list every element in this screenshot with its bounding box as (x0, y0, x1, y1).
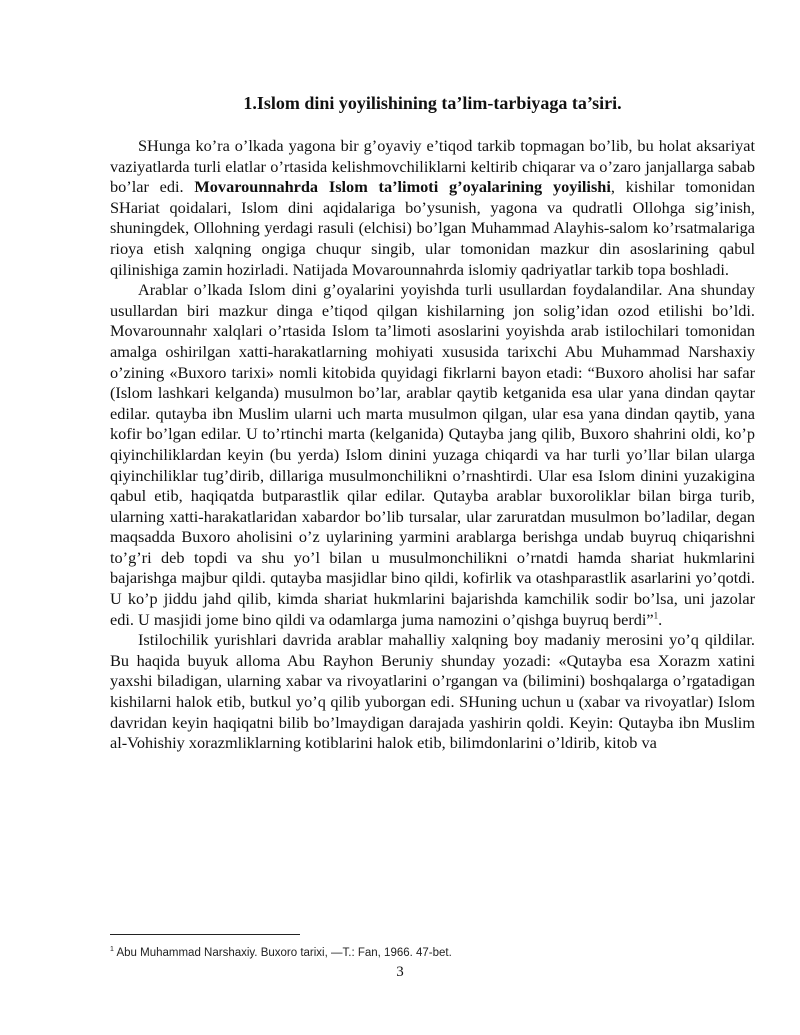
paragraph-2-text: Arablar o’lkada Islom dini g’oyalarini yoyishda turli usullardan foydalandilar. Ana shunday usullardan biri mazkur dinga e’tiqod qilgan kishilarning jon solig’idan ozod etilishi bo’ldi. Movarounnahr xalqlari o’rtasida Islom ta’limoti asoslarini yoyishda arab istilochilari tomonidan amalga oshirilgan xatti-harakatlarning mohiyati xususida tarixchi Abu Muhammad Narshaxiy o’zining «Buxoro tarixi» nomli kitobida quyidagi fikrlarni bayon etadi: “Buxoro aholisi har safar (Islom lashkari kelganda) musulmon bo’lar, arablar qaytib ketganida esa ular yana dindan qaytar edilar. qutayba ibn Muslim ularni uch marta musulmon qilgan, ular esa yana dindan qaytib, yana kofir bo’lgan edilar. U to’rtinchi marta (kelganida) Qutayba jang qilib, Buxoro shahrini oldi, ko’p qiyinchiliklardan keyin (bu yerda) Islom dinini yuzaga chiqardi va har turli yo’llar bilan ularga qiyinchiliklar tug’dirib, dillariga musulmonchilikni o’rnashtirdi. Ular esa Islom dinini yuzakigina qabul etib, haqiqatda butparastlik qilar edilar. Qutayba arablar buxoroliklar bilan birga turib, ularning xatti-harakatlaridan xabardor bo’lib tursalar, ular zaruratdan musulmon bo’ladilar, degan maqsadda Buxoro aholisini o’z uylarining yarmini arablarga berishga undab buyruq chiqarishni to’g’ri deb topdi va shu yo’l bilan u musulmonchilikni o’rnatdi hamda shariat hukmlarini bajarishga majbur qildi. qutayba masjidlar bino qildi, kofirlik va otashparastlik asarlarini yo’qotdi. U ko’p jiddu jahd qilib, kimda shariat hukmlarini bajarishda kamchilik sodir bo’lsa, uni jazolar edi. U masjidi jome bino qildi va odamlarga juma namozini o’qishga buyruq berdi” (110, 280, 755, 629)
section-heading: 1.Islom dini yoyilishining ta’lim-tarbiyaga ta’siri. (243, 93, 622, 113)
paragraph-2 (110, 280, 755, 630)
paragraph-1-text-after: , kishilar tomonidan SHariat qoidalari, Islom dini aqidalariga bo’ysunish, yagona va qudratli Ollohga sig’inish, shuningdek, Ollohning yerdagi rasuli (elchisi) bo’lgan Muhammad Alayhis-salom ko’rsatmalariga rioya etish xalqning ongiga chuqur singib, ular tomonidan mazkur din asoslarining qabul qilinishiga zamin hozirladi. Natijada Movarounnahrda islomiy qadriyatlar tarkib topa boshladi. (110, 177, 755, 279)
document-page (110, 92, 755, 754)
footnote-separator (110, 934, 300, 935)
paragraph-1 (110, 136, 755, 280)
paragraph-2-end: . (658, 609, 663, 629)
paragraph-1-text-before: SHunga ko’ra o’lkada yagona bir g’oyaviy e’tiqod tarkib topmagan bo’lib, bu holat aksariyat vaziyatlarda turli elatlar o’rtasida kelishmovchiliklarni keltirib chiqarar va o’zaro janjallarga sabab bo’lar edi. (110, 136, 755, 197)
footnote-marker: 1 (110, 946, 114, 954)
footnote (110, 946, 452, 960)
paragraph-1-bold-phrase: Movarounnahrda Islom ta’limoti g’oyalarining yoyilishi (194, 177, 611, 197)
footnote-text: Abu Muhammad Narshaxiy. Buxoro tarixi, —T.: Fan, 1966. 47-bet. (116, 947, 452, 959)
page-number: 3 (396, 964, 404, 980)
footnote-reference[interactable]: 1 (653, 610, 659, 621)
paragraph-3: Istilochilik yurishlari davrida arablar mahalliy xalqning boy madaniy merosini yo’q qildilar. Bu haqida buyuk alloma Abu Rayhon Beruniy shunday yozadi: «Qutayba esa Xorazm xatini yaxshi biladigan, ularning xabar va rivoyatlarini o’rgangan va (bilimini) boshqalarga o’rgatadigan kishilarni halok etib, butkul yo’q qilib yuborgan edi. SHuning uchun u (xabar va rivoyatlar) Islom davridan keyin haqiqatni bilib bo’lmaydigan darajada yashirin qoldi. Keyin: Qutayba ibn Muslim al-Vohishiy xorazmliklarning kotiblarini halok etib, bilimdonlarini o’ldirib, kitob va (110, 630, 755, 753)
